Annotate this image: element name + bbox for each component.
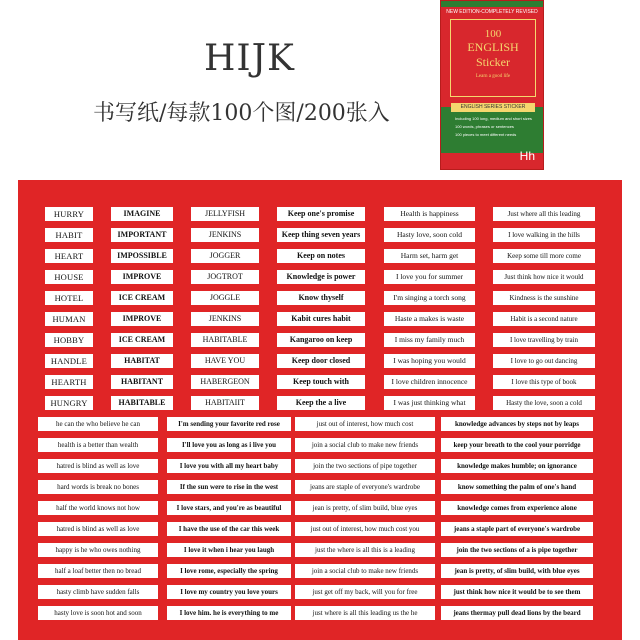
- sticker-label: just the where is all this is a leading: [295, 543, 435, 557]
- sticker-label: HUMAN: [45, 312, 93, 326]
- sticker-label: just where is all this leading us the he: [295, 606, 435, 620]
- sticker-label: ICE CREAM: [111, 333, 173, 347]
- sticker-label: knowledge makes humble; on ignorance: [441, 459, 593, 473]
- cover-line1: 100: [484, 28, 502, 40]
- sticker-label: hatred is blind as well as love: [38, 522, 158, 536]
- sticker-label: he can the who believe he can: [38, 417, 158, 431]
- sticker-label: I'm sending your favorite red rose: [167, 417, 291, 431]
- sticker-label: jeans are staple of everyone's wardrobe: [295, 480, 435, 494]
- sticker-label: join the two sections of pipe together: [295, 459, 435, 473]
- sticker-label: ICE CREAM: [111, 291, 173, 305]
- sticker-label: half a loaf better then no bread: [38, 564, 158, 578]
- sticker-label: knowledge comes from experience alone: [441, 501, 593, 515]
- sticker-label: HANDLE: [45, 354, 93, 368]
- sticker-label: Keep thing seven years: [277, 228, 365, 242]
- sticker-label: just out of interest, how much cost you: [295, 522, 435, 536]
- sticker-label: Keep touch with: [277, 375, 365, 389]
- sticker-label: HOBBY: [45, 333, 93, 347]
- sticker-label: join a social club to make new friends: [295, 438, 435, 452]
- cover-line3: Sticker: [476, 55, 510, 69]
- sticker-label: Harm set, harm get: [384, 249, 475, 263]
- sticker-label: I was hoping you would: [384, 354, 475, 368]
- sticker-label: I love this type of book: [493, 375, 595, 389]
- sticker-label: I love it when i hear you laugh: [167, 543, 291, 557]
- sticker-label: hard words is break no bones: [38, 480, 158, 494]
- sticker-label: HURRY: [45, 207, 93, 221]
- sticker-label: JENKINS: [191, 228, 259, 242]
- sticker-label: IMPROVE: [111, 270, 173, 284]
- cover-edition: NEW EDITION-COMPLETELY REVISED: [446, 9, 538, 15]
- sticker-label: Hasty the love, soon a cold: [493, 396, 595, 410]
- sticker-label: HABITAT: [111, 354, 173, 368]
- cover-line2: ENGLISH: [467, 40, 519, 54]
- sticker-label: JELLYFISH: [191, 207, 259, 221]
- sticker-label: Keep door closed: [277, 354, 365, 368]
- sticker-label: HABITABLE: [111, 396, 173, 410]
- sticker-label: jeans a staple part of everyone's wardrobe: [441, 522, 593, 536]
- sticker-label: half the world knows not how: [38, 501, 158, 515]
- sticker-label: I have the use of the car this week: [167, 522, 291, 536]
- sticker-label: Haste a makes is waste: [384, 312, 475, 326]
- sticker-label: Hasty love, soon cold: [384, 228, 475, 242]
- sticker-label: knowledge advances by steps not by leaps: [441, 417, 593, 431]
- sticker-label: JOGGER: [191, 249, 259, 263]
- cover-letter: Hh: [519, 149, 535, 163]
- sticker-label: HEARTH: [45, 375, 93, 389]
- sticker-label: JOGGLE: [191, 291, 259, 305]
- sticker-label: happy is he who owes nothing: [38, 543, 158, 557]
- sticker-label: Kangaroo on keep: [277, 333, 365, 347]
- cover-bullet: Including 100 long, medium and short sizes: [455, 116, 532, 121]
- sticker-label: If the sun were to rise in the west: [167, 480, 291, 494]
- sticker-label: hasty love is soon hot and soon: [38, 606, 158, 620]
- sticker-label: HOTEL: [45, 291, 93, 305]
- sticker-label: HABERGEON: [191, 375, 259, 389]
- sticker-label: JOGTROT: [191, 270, 259, 284]
- sticker-label: IMPROVE: [111, 312, 173, 326]
- sticker-label: Just where all this leading: [493, 207, 595, 221]
- sticker-label: HABITANT: [111, 375, 173, 389]
- sticker-label: Kabit cures habit: [277, 312, 365, 326]
- sticker-label: I was just thinking what: [384, 396, 475, 410]
- page-title: HIJK: [204, 38, 295, 79]
- sticker-label: Habit is a second nature: [493, 312, 595, 326]
- sticker-label: I love you with all my heart baby: [167, 459, 291, 473]
- sticker-label: know something the palm of one's hand: [441, 480, 593, 494]
- sticker-label: Just think how nice it would: [493, 270, 595, 284]
- sticker-label: I miss my family much: [384, 333, 475, 347]
- sticker-label: I love stars, and you're as beautiful: [167, 501, 291, 515]
- sticker-label: join the two sections of a is pipe together: [441, 543, 593, 557]
- cover-bullet: 100 pieces to meet different needs: [455, 132, 517, 137]
- sticker-label: HABIT: [45, 228, 93, 242]
- sticker-label: I'll love you as long as i live you: [167, 438, 291, 452]
- sticker-label: Knowledge is power: [277, 270, 365, 284]
- sticker-label: jean is pretty, of slim build, with blue eyes: [441, 564, 593, 578]
- sticker-label: just get off my back, will you for free: [295, 585, 435, 599]
- sticker-label: Keep the a live: [277, 396, 365, 410]
- sticker-label: HABITABLE: [191, 333, 259, 347]
- sticker-label: I love you for summer: [384, 270, 475, 284]
- sticker-label: HOUSE: [45, 270, 93, 284]
- sticker-label: I'm singing a torch song: [384, 291, 475, 305]
- sticker-label: IMPOSSIBLE: [111, 249, 173, 263]
- sticker-label: Keep one's promise: [277, 207, 365, 221]
- book-cover: [440, 0, 544, 170]
- sticker-label: hatred is blind as well as love: [38, 459, 158, 473]
- cover-series: ENGLISH SERIES STICKER: [451, 103, 535, 112]
- cover-bullet: 100 words, phrases or sentences: [455, 124, 514, 129]
- cover-top-band: [441, 1, 543, 7]
- cover-tagline: Learn a good life: [475, 74, 511, 79]
- sticker-label: HAVE YOU: [191, 354, 259, 368]
- sticker-label: I love my country you love yours: [167, 585, 291, 599]
- page-subtitle: 书写纸/每款100个图/200张入: [93, 101, 390, 126]
- sticker-label: Know thyself: [277, 291, 365, 305]
- sticker-label: I love rome, especially the spring: [167, 564, 291, 578]
- sticker-label: IMPORTANT: [111, 228, 173, 242]
- sticker-label: HUNGRY: [45, 396, 93, 410]
- sticker-label: HABITAIIT: [191, 396, 259, 410]
- sticker-label: health is a better than wealth: [38, 438, 158, 452]
- sticker-label: IMAGINE: [111, 207, 173, 221]
- sticker-label: Keep some till more come: [493, 249, 595, 263]
- sticker-label: just out of interest, how much cost: [295, 417, 435, 431]
- sticker-label: Keep on notes: [277, 249, 365, 263]
- sticker-label: jeans thermay pull dead lions by the beard: [441, 606, 593, 620]
- sticker-label: Kindness is the sunshine: [493, 291, 595, 305]
- sticker-label: jean is pretty, of slim build, blue eyes: [295, 501, 435, 515]
- sticker-label: I love walking in the hills: [493, 228, 595, 242]
- sticker-label: just think how nice it would be to see them: [441, 585, 593, 599]
- cover-bullets: [455, 115, 532, 139]
- sticker-sheet: [18, 180, 622, 640]
- cover-title-box: [450, 19, 536, 97]
- sticker-label: I love to go out dancing: [493, 354, 595, 368]
- sticker-label: HEART: [45, 249, 93, 263]
- sticker-label: JENKINS: [191, 312, 259, 326]
- sticker-label: keep your breath to the cool your porridge: [441, 438, 593, 452]
- sticker-label: I love children innocence: [384, 375, 475, 389]
- sticker-label: hasty climb have sudden falls: [38, 585, 158, 599]
- sticker-label: Health is happiness: [384, 207, 475, 221]
- sticker-label: I love him. he is everything to me: [167, 606, 291, 620]
- sticker-label: join a social club to make new friends: [295, 564, 435, 578]
- sticker-label: I love travelling by train: [493, 333, 595, 347]
